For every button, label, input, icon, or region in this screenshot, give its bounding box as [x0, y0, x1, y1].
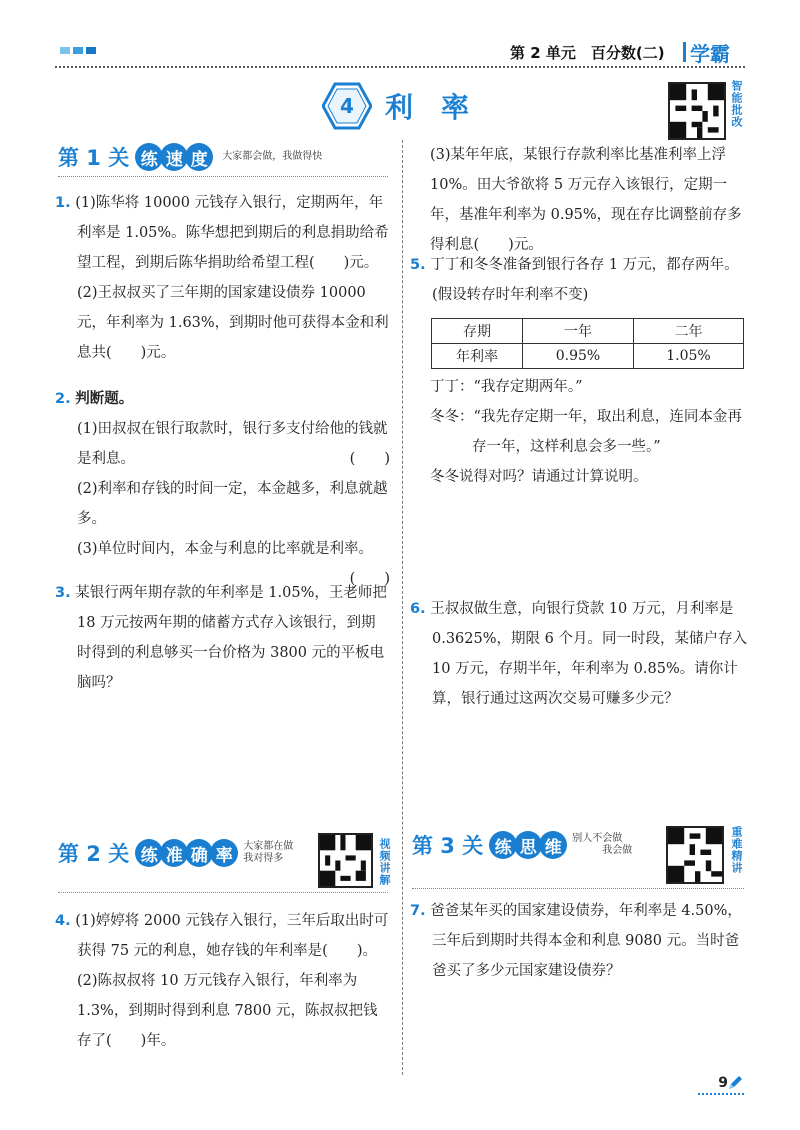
question-5-dialogue — [430, 372, 748, 492]
section-3-header — [412, 830, 632, 860]
unit-title: 第 2 单元 百分数(二) — [510, 44, 665, 62]
pencil-icon — [726, 1074, 744, 1092]
question-5-prompt: 冬冬说得对吗？请通过计算说明。 — [430, 469, 648, 485]
qr-label-key-points: 重难精讲 — [730, 826, 743, 874]
qr-code-key-points[interactable] — [666, 826, 724, 884]
section-3-rule — [412, 888, 744, 889]
column-separator — [402, 140, 403, 1075]
answer-blank[interactable]: ( ) — [349, 451, 390, 467]
interest-rate-table — [431, 318, 744, 369]
section-3-name: 练 思 维 — [489, 831, 564, 859]
dingding-line: 丁丁：“我存定期两年。” — [430, 379, 583, 395]
question-number: 4. — [55, 913, 71, 929]
qr-label-smart-grading: 智能批改 — [730, 80, 743, 128]
lesson-number-badge — [322, 82, 372, 130]
footer-rule — [698, 1093, 744, 1095]
section-1-name: 练 速 度 — [135, 143, 210, 171]
section-2-header — [58, 838, 293, 868]
question-number: 2. — [55, 391, 71, 407]
question-7: 7. 爸爸某年买的国家建设债券，年利率是 4.50%，三年后到期时共得本金和利息 9080 元。当时爸爸买了多少元国家建设债券？ — [410, 903, 742, 979]
section-2-name: 练 准 确 率 — [135, 839, 235, 867]
question-number: 3. — [55, 585, 71, 601]
lesson-title: 利率 — [385, 91, 498, 124]
answer-blank[interactable]: ( ) — [349, 571, 390, 587]
question-4-left: 4. (1)婷婷将 2000 元钱存入银行，三年后取出时可获得 75 元的利息，她存钱的年利率是( )。 (2)陈叔叔将 10 万元钱存入银行，年利率为 1.3%，到期时得到利息 7800 元，陈叔叔把钱存了( )年。 — [55, 913, 389, 1049]
section-1-number: 第 1 关 — [58, 146, 130, 170]
section-2-tagline: 大家都在做 我对得多 — [243, 841, 294, 864]
qr-code-smart-grading[interactable] — [668, 82, 726, 140]
question-4-continued: (3)某年年底，某银行存款利率比基准利率上浮 10%。田大爷欲将 5 万元存入该银行，定期一年，基准年利率为 0.95%，现在存比调整前存多得利息( )元。 — [430, 147, 742, 253]
question-number: 6. — [410, 601, 426, 617]
qr-code-video[interactable] — [318, 833, 373, 888]
qr-code-icon — [320, 835, 371, 886]
qr-label-video: 视频讲解 — [378, 838, 391, 886]
qr-code-icon — [668, 828, 722, 882]
lesson-number: 4 — [340, 94, 354, 118]
section-2-rule — [58, 892, 388, 893]
dongdong-line: 冬冬：“我先存定期一年，取出利息，连同本金再存一年，这样利息会多一些。” — [430, 409, 742, 455]
header-decoration — [60, 47, 96, 54]
question-number: 5. — [410, 257, 426, 273]
question-3: 3. 某银行两年期存款的年利率是 1.05%，王老师把 18 万元按两年期的储蓄方式存入该银行，到期时得到的利息够买一台价格为 3800 元的平板电脑吗？ — [55, 585, 387, 691]
page-number: 9 — [718, 1075, 728, 1091]
question-6: 6. 王叔叔做生意，向银行贷款 10 万元，月利率是 0.3625%，期限 6 个月。同一时段，某储户存入 10 万元，存期半年，年利率为 0.85%。请你计算，银行通过这两次交易可赚多少元？ — [410, 601, 747, 707]
question-number: 1. — [55, 195, 71, 211]
header-rule — [55, 66, 745, 68]
table-row: 年利率 0.95% 1.05% — [432, 344, 744, 369]
question-5: 5. 丁丁和冬冬准备到银行各存 1 万元，都存两年。(假设转存时年利率不变) — [410, 257, 739, 303]
question-1: 1. (1)陈华将 10000 元钱存入银行，定期两年，年利率是 1.05%。陈华想把到期后的利息捐助给希望工程，到期后陈华捐助给希望工程( )元。 (2)王叔叔买了三年期的国家建设债券 10000 元，年利率为 1.63%，到期时他可获得本金和利息共( )元。 — [55, 195, 389, 361]
table-header-row: 存期 一年 二年 — [432, 319, 744, 344]
question-2: 2. 判断题。 (1)田叔叔在银行取款时，银行多支付给他的钱就是利息。 ( ) (2)利率和存钱的时间一定，本金越多，利息就越多。 (3)单位时间内，本金与利息的比率就是利率。 ( ) — [55, 391, 390, 587]
section-3-tagline: 别人不会做 我会做 — [572, 833, 633, 856]
section-1-header — [58, 142, 322, 172]
section-1-tagline: 大家都会做，我做得快 — [222, 151, 323, 162]
section-3-number: 第 3 关 — [412, 834, 484, 858]
question-number: 7. — [410, 903, 426, 919]
qr-code-icon — [670, 84, 724, 138]
section-2-number: 第 2 关 — [58, 842, 130, 866]
section-1-rule — [58, 176, 388, 177]
header-divider — [683, 42, 686, 62]
brand-logo: 学霸 — [690, 42, 730, 66]
